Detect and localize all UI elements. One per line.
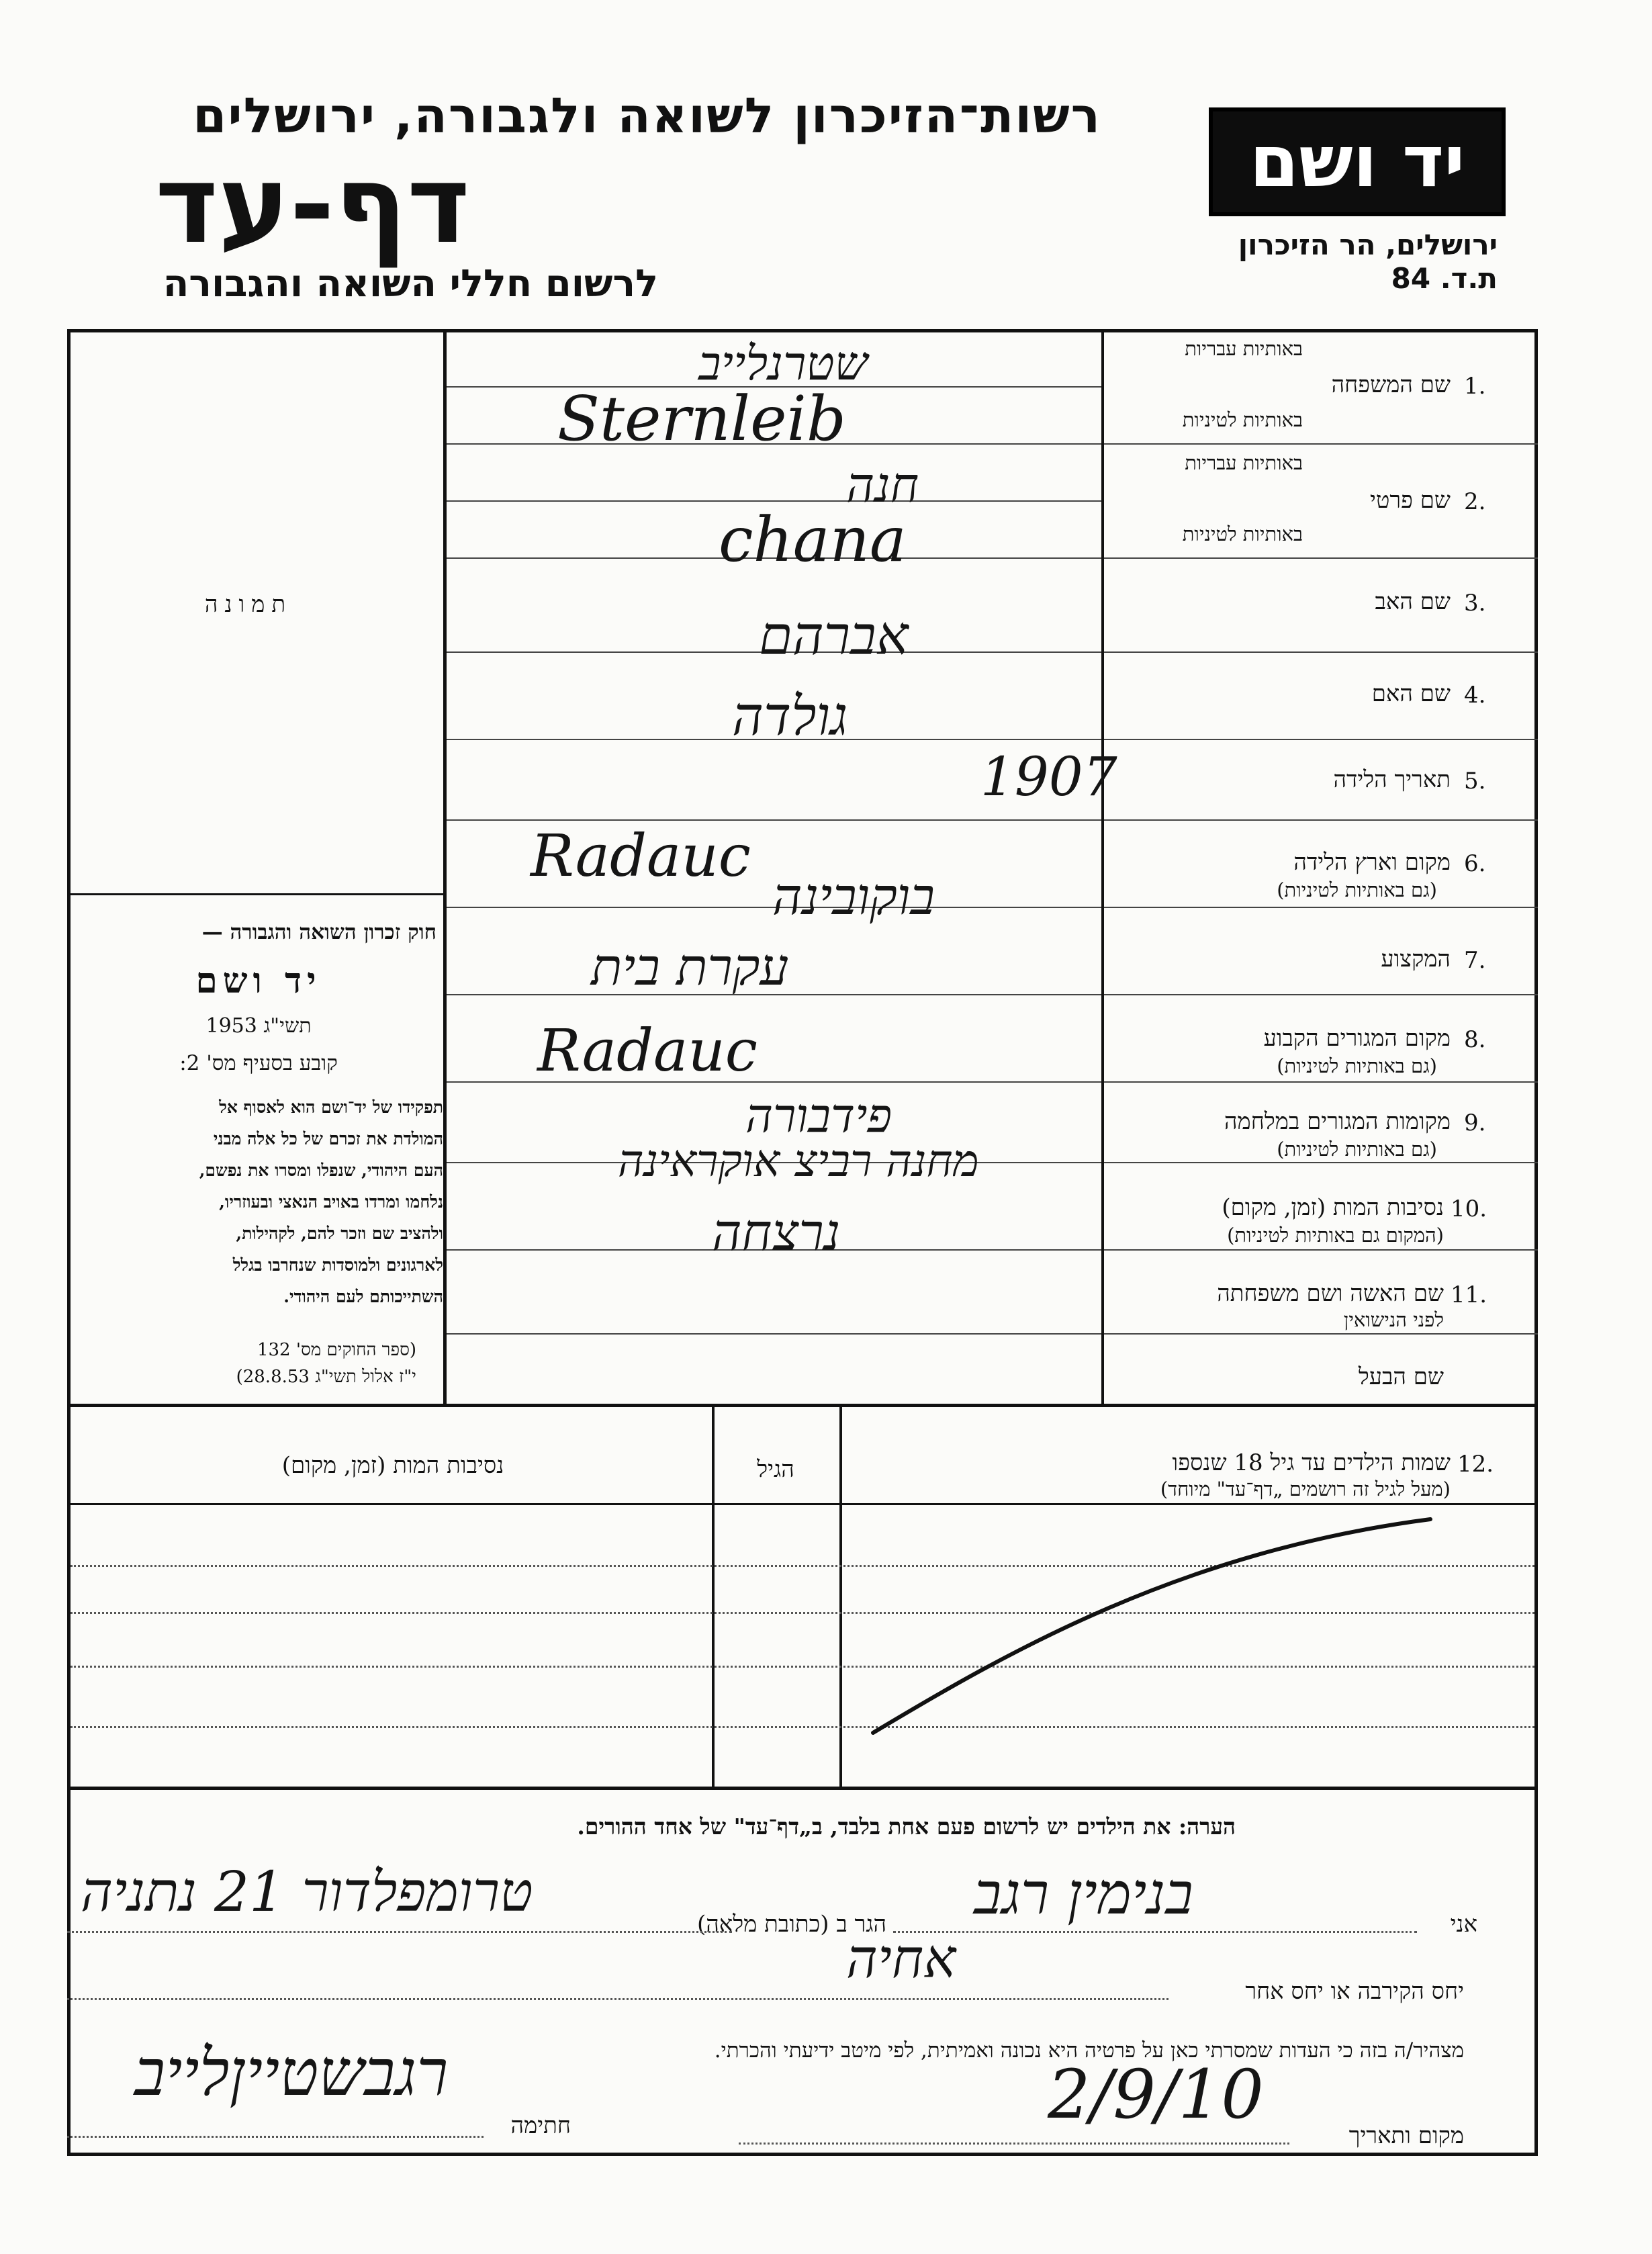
- signature-label: חתימה: [510, 2112, 571, 2139]
- field-3-label: שם האב: [1375, 588, 1451, 615]
- relation-value: אחיה: [846, 1928, 956, 1990]
- law-body-line: השתייכותם לעם היהודי.: [283, 1287, 443, 1306]
- declarant-ani-label: אני: [1450, 1911, 1477, 1938]
- field-5-label: תאריך הלידה: [1333, 766, 1451, 793]
- section-divider-children: [67, 1404, 1538, 1407]
- death-circumstances-value: נרצחה: [712, 1202, 841, 1262]
- field-1-hint-top: באותיות עבריות: [1185, 337, 1303, 360]
- husband-name-label: שם הבעל: [1358, 1363, 1444, 1390]
- address-line-2: ת.ד. 84: [1391, 262, 1498, 295]
- law-body-line: תפקידו של יד־ושם הוא לאסוף אל: [219, 1097, 443, 1117]
- value-line: [447, 1333, 1101, 1335]
- place-date-line: [739, 2143, 1289, 2145]
- law-body-line: העם היהודי, שנפלו ומסרו את נפשם,: [199, 1161, 443, 1180]
- profession-value: עקרת בית: [591, 937, 789, 997]
- wartime-residence-line-1: פידבורה: [745, 1088, 892, 1143]
- lives-at-label: הגר ב (כתובת מלאה): [696, 1911, 886, 1938]
- place-date-label: מקום ותאריך: [1348, 2122, 1464, 2149]
- law-heading: חוק זכרון השואה והגבורה —: [201, 920, 437, 944]
- yad-vashem-logo: יד ושם: [1209, 107, 1506, 216]
- row-line: [1104, 651, 1538, 653]
- law-section: קובע בסעיף מס' 2:: [179, 1051, 338, 1075]
- field-9-hint: (גם באותיות לטיניות): [1277, 1138, 1437, 1161]
- row-line: [1104, 739, 1538, 740]
- field-8-hint: (גם באותיות לטיניות): [1277, 1054, 1437, 1077]
- father-name-value: אברהם: [759, 604, 909, 667]
- children-note: הערה: את הילדים יש לרשום פעם אחת בלבד, ב„דף־עד" של אחד ההורים.: [577, 1813, 1236, 1840]
- relation-line: [67, 1998, 1168, 2000]
- value-line: [447, 819, 1101, 821]
- firstname-latin-value: chana: [719, 504, 907, 576]
- children-age-divider: [712, 1407, 715, 1787]
- value-line: [447, 500, 1101, 502]
- row-line: [1104, 907, 1538, 908]
- field-1-number: 1.: [1464, 373, 1486, 400]
- surname-hebrew-value: שטרנלייב: [698, 336, 868, 391]
- strikethrough-stroke: [806, 1478, 1451, 1760]
- signature-line: [67, 2136, 484, 2138]
- law-year: תשי"ג 1953: [205, 1014, 312, 1038]
- children-number: 12.: [1457, 1451, 1494, 1478]
- field-4-number: 4.: [1464, 682, 1486, 709]
- field-8-label: מקום המגורים הקבוע: [1263, 1025, 1451, 1052]
- wartime-residence-line-2: מחנה רביצ אוקראינה: [618, 1135, 979, 1187]
- law-reference-2: י"ז אלול תשי"ג 28.8.53): [236, 1367, 416, 1387]
- form-title: דף-עד: [154, 142, 470, 267]
- law-body: [77, 1091, 443, 1312]
- form-subtitle: לרשום חללי השואה והגבורה: [163, 262, 658, 306]
- children-death-header: נסיבות המות (זמן, מקום): [281, 1452, 504, 1479]
- field-2-number: 2.: [1464, 488, 1486, 515]
- mother-name-value: גולדה: [732, 685, 848, 748]
- field-6-number: 6.: [1464, 850, 1486, 877]
- field-10-label: נסיבות המות (זמן, מקום): [1222, 1194, 1444, 1221]
- birth-date-value: 1907: [980, 746, 1117, 808]
- field-7-number: 7.: [1464, 947, 1486, 974]
- address-line-1: ירושלים, הר הזיכרון: [1238, 228, 1498, 261]
- field-6-hint: (גם באותיות לטיניות): [1277, 878, 1437, 901]
- photo-bottom-line: [67, 893, 443, 895]
- signature-value: רגבשטייןלייב: [134, 2035, 449, 2110]
- field-2-hint-bottom: באותיות לטיניות: [1182, 523, 1303, 545]
- permanent-residence-value: Radauc: [537, 1018, 758, 1085]
- label-column-divider: [1101, 329, 1104, 1404]
- address: [1155, 228, 1498, 296]
- photo-label: תמונה: [204, 591, 293, 618]
- row-line: [1104, 1162, 1538, 1163]
- field-11-label: שם האשה ושם משפחתה: [1217, 1280, 1444, 1307]
- law-reference-1: (ספר החוקים מס' 132: [257, 1340, 416, 1360]
- field-8-number: 8.: [1464, 1026, 1486, 1053]
- field-9-number: 9.: [1464, 1110, 1486, 1136]
- children-age-header: הגיל: [757, 1456, 794, 1483]
- row-line: [1104, 557, 1538, 559]
- row-line: [1104, 443, 1538, 445]
- field-10-hint: (המקום גם באותיות לטיניות): [1227, 1224, 1444, 1247]
- field-5-number: 5.: [1464, 768, 1486, 795]
- institution-name: רשות־הזיכרון לשואה ולגבורה, ירושלים: [193, 87, 1101, 144]
- field-11-number: 11.: [1451, 1281, 1487, 1308]
- photo-column-divider: [443, 329, 447, 1404]
- field-2-label: שם פרטי: [1369, 487, 1451, 514]
- row-line: [1104, 1249, 1538, 1251]
- law-name: יד ושם: [195, 960, 322, 1001]
- law-body-line: ולהציב שם וזכר להם, לקהילות,: [236, 1224, 443, 1243]
- birth-place-latin-value: Radauc: [531, 823, 751, 890]
- declaration-text: מצהיר/ה בזה כי העדות שמסרתי כאן על פרטיה היא נכונה ואמיתית, לפי מיטב ידיעתי והכרתי.: [714, 2038, 1464, 2063]
- children-label: שמות הילדים עד גיל 18 שנספו: [1172, 1449, 1451, 1476]
- relation-label: יחס הקירבה או יחס אחר: [1245, 1978, 1464, 2005]
- row-line: [1104, 994, 1538, 995]
- field-7-label: המקצוע: [1381, 946, 1451, 973]
- address-line: [67, 1931, 732, 1933]
- surname-latin-value: Sternleib: [557, 383, 846, 455]
- field-1-hint-bottom: באותיות לטיניות: [1182, 408, 1303, 431]
- field-4-label: שם האם: [1371, 680, 1451, 707]
- row-line: [1104, 1081, 1538, 1083]
- declarant-name-line: [893, 1931, 1417, 1933]
- children-bottom-line: [67, 1787, 1538, 1790]
- row-line: [1104, 1333, 1538, 1335]
- law-body-line: לארגונים ולמוסדות שנחרבו בגלל: [232, 1255, 443, 1275]
- field-9-label: מקומות המגורים במלחמה: [1224, 1108, 1451, 1135]
- law-body-line: נלחמו ומרדו באויב הנאצי ובעוזריו,: [219, 1192, 443, 1212]
- field-10-number: 10.: [1451, 1196, 1487, 1222]
- row-line: [1104, 819, 1538, 821]
- field-11-hint: לפני הנישואין: [1343, 1308, 1444, 1331]
- children-hint: (מעל לגיל זה רושמים „דף־עד" מיוחד): [1160, 1478, 1451, 1500]
- field-1-label: שם המשפחה: [1331, 371, 1451, 398]
- place-date-value: 2/9/10: [1048, 2055, 1264, 2134]
- declarant-address-value: טרומפלדור 21 נתניה: [81, 1860, 533, 1924]
- declarant-name-value: בנימין רגב: [974, 1860, 1193, 1928]
- field-6-label: מקום וארץ הלידה: [1293, 849, 1451, 876]
- field-2-hint-top: באותיות עבריות: [1185, 451, 1303, 474]
- law-body-line: המולדת את זכרם של כל אלה מבני: [213, 1129, 443, 1148]
- field-3-number: 3.: [1464, 590, 1486, 617]
- birth-place-hebrew-value: בוקובינה: [772, 866, 935, 926]
- firstname-hebrew-value: חנה: [846, 457, 919, 513]
